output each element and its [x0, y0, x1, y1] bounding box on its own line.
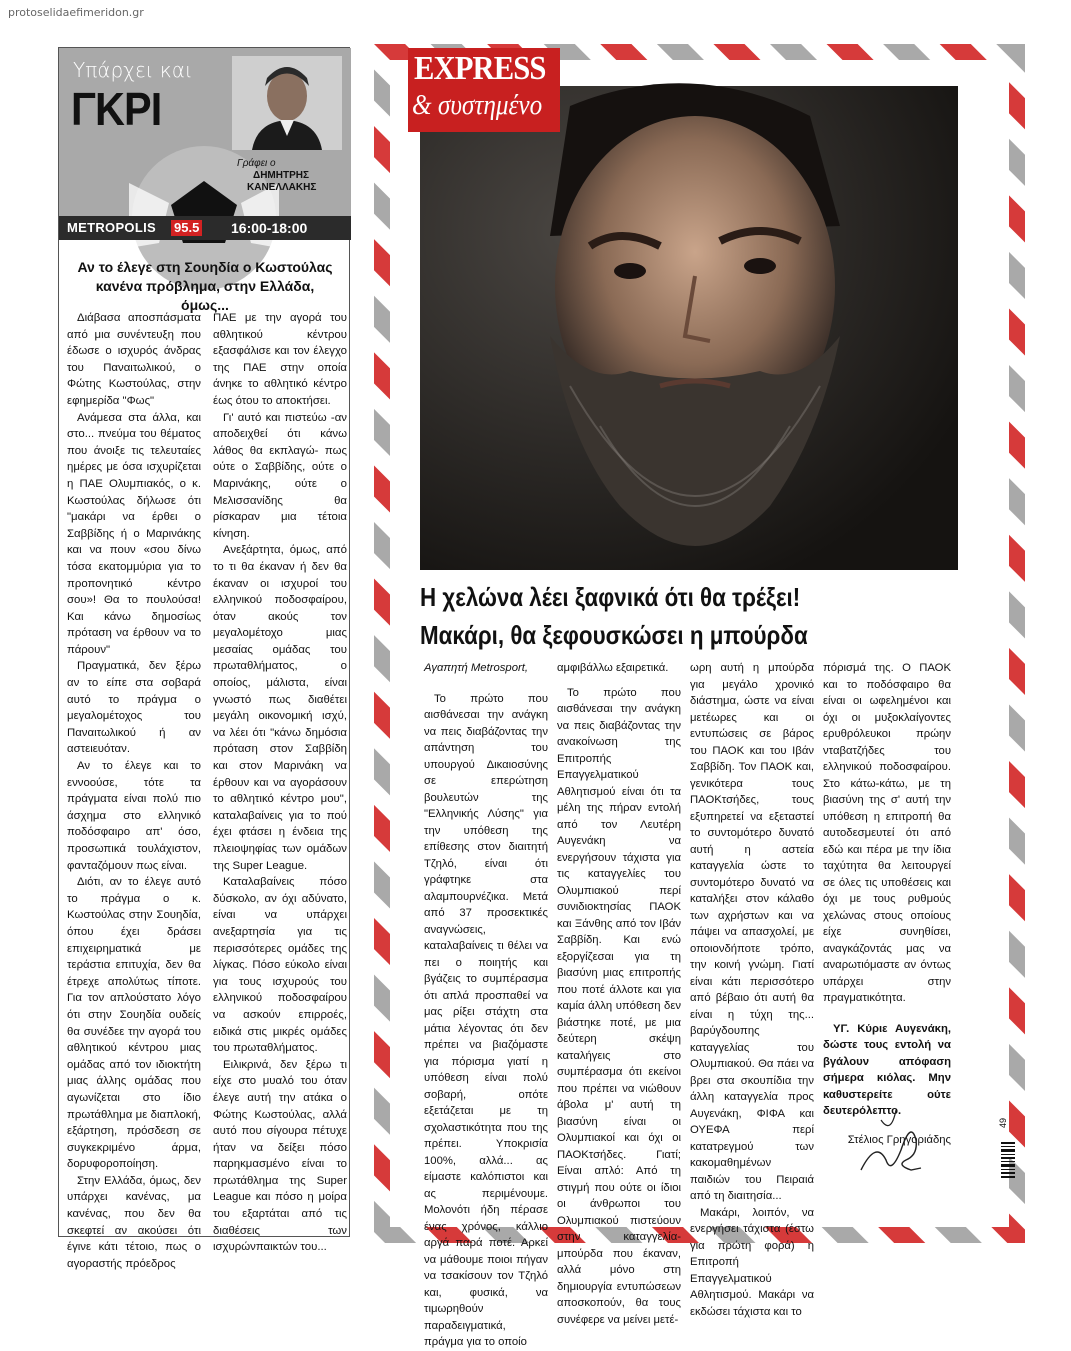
paragraph: Ανεξάρτητα, όμως, από το τι θα έκαναν ή δεν θα έκαναν οι ισχυροί του ελληνικού ποδοσφαίρου, όταν ακούς τον μεγαλομέτοχο μιας μεσαίας ομάδας του πρωταθλήματος, ο οποίος, μάλιστα, είναι γνωστό πως διαθέτει μεγάλη οικονομική ισχύ, να λέει ότι "κάνω δημόσια πρόταση στον Σαββίδη και στον Μαρινάκη να έρθουν και να αγοράσουν το αθλητικό κέντρο μου", καταλαβαίνεις για το πού έχει φτάσει η ένδεια της πλειοψηφίας των ομάδων της Super League. [213, 544, 347, 872]
radio-name: METROPOLIS [67, 220, 156, 235]
paragraph: Διάβασα αποσπάσματα από μια συνέντευξη που έδωσε ο ισχυρός άνδρας του Παναιτωλικού, ο Φώτης Κωστούλας, στην εφημερίδα "Φως" [67, 312, 201, 407]
right-body-column-1 [424, 660, 548, 1351]
right-body-column-4 [823, 660, 951, 1148]
paragraph: Μακάρι, λοιπόν, να ενεργήσει τάχιστα (έστω για πρώτη φορά) η Επιτροπή Επαγγελματικού Αθλητισμού. Μακάρι να εκδώσει τάχιστα και το [690, 1206, 814, 1318]
paragraph: Διότι, αν το έλεγε αυτό το πράγμα ο κ. Κωστούλας στην Σουηδία, όπου έχει δράσει επιχειρηματικά με τεράστια επιτυχία, δεν θα έτρεχε απολύτως τίποτε. Για τον απλούστατο λόγο ότι στην Σουηδία ουδείς θα συνέδεε την αγορά του αθλητικού κέντρου μιας ομάδας από τον ιδιοκτήτη μιας άλλης ομάδας που αγωνίζεται στο ίδιο πρωτάθλημα με διαπλοκή, εξάρτηση, πρόσδεση σε συγκεκριμένο άρμα, δορυφοροποίηση. [67, 876, 201, 1171]
headline-line-1: Η χελώνα λέει ξαφνικά ότι θα τρέξει! [420, 582, 801, 612]
salutation: Αγαπητή Metrosport, [424, 662, 529, 674]
left-column-article [58, 47, 350, 1270]
paragraph: Αν το έλεγε και το εννοούσε, τότε τα πράγματα είναι πολύ πιο άσχημα στο ελληνικό ποδόσφαιρο απ' όσο, προσωπικά τουλάχιστον, φανταζόμουν πως είναι. [67, 760, 201, 872]
author-first-name: ΔΗΜΗΤΡΗΣ [253, 170, 309, 181]
headline-line-2: Μακάρι, θα ξεφουσκώσει η μπούρδα [420, 620, 808, 650]
page-barcode [1001, 1120, 1015, 1180]
paragraph: Ειλικρινά, δεν ξέρω τι είχε στο μυαλό του όταν έλεγε αυτή την ατάκα ο Φώτης Κωστούλας, αλλά αυτό που σίγουρα πέτυχε ήταν να δείξει πόσο παρηκμασμένο είναι το πρωτάθλημα της Super League και πόσο η μοίρα του εξαρτάται από τις διαθέσεις των ισχυρώνπαικτών του... [213, 1058, 347, 1254]
radio-bar [59, 216, 351, 240]
left-article-headline: Αν το έλεγε στη Σουηδία ο Κωστούλας κανένα πρόβλημα, στην Ελλάδα, όμως... [77, 259, 333, 313]
express-badge [408, 48, 560, 132]
paragraph: Πραγματικά, δεν ξέρω αν το είπε στα σοβαρά αυτό το πράγμα ο μεγαλομέτοχος του Παναιτωλικού ή αν αστειευόταν. [67, 660, 201, 756]
author-last-name: ΚΑΝΕΛΛΑΚΗΣ [247, 182, 317, 193]
paragraph: Γι' αυτό και πιστεύω -αν αποδειχθεί ότι κάνω λάθος θα εκπλαγώ- πως ούτε ο Σαββίδης, ούτε ο Μαρινάκης, ούτε ο Μελισσανίδης θα ρίσκαραν μια τέτοια κίνηση. [213, 411, 347, 540]
author-signature-name: Στέλιος Γρηγοριάδης [847, 1133, 951, 1146]
column-title-small: Υπάρχει και [73, 58, 193, 82]
right-body-column-3 [690, 660, 814, 1320]
radio-time: 16:00-18:00 [231, 220, 308, 236]
express-badge-subtitle: & συστημένο [412, 90, 543, 121]
article-photo [420, 86, 958, 570]
paragraph: Ανάμεσα στα άλλα, και στο... πνεύμα του θέματος που άνοιξε τις τελευταίες ημέρες με όσα ισχυρίζεται η ΠΑΕ Ολυμπιακός, ο κ. Κωστούλας δήλωσε ότι "μακάρι να έρθει ο Σαββίδης ή ο Μαρινάκης και να πουν «σου δίνω τόσα εκατομμύρια για το προπονητικό κέντρο σου»! Θα το πουλούσα! Και κάνω δημοσίως πρόταση να έρθουν να το πάρουν" [67, 411, 201, 656]
author-photo [232, 56, 342, 150]
page-number: 49 [998, 1117, 1009, 1129]
paragraph: αμφιβάλλω εξαιρετικά. [557, 662, 669, 674]
right-article-headline [420, 578, 902, 654]
left-article-body [67, 310, 347, 1270]
paragraph: Το πρώτο που αισθάνεσαι την ανάγκη να πεις διαβάζοντας την απάντηση του υπουργού Δικαιοσύνης σε επερώτηση βουλευτών της "Ελληνικής Λύσης" για την υπόθεση της επίθεσης στον διαιτητή Τζηλό, είναι ότι γράφτηκε στα αλαμπουρνέζικα. Μετά από 37 προσεκτικές αναγνώσεις, καταλαβαίνεις τι θέλει να πει ο ποιητής και βγάζεις το συμπέρασμα ότι απλά προσπαθεί να μας ρίξει στάχτη στα μάτια λέγοντας ότι δεν πρέπει να βιαζόμαστε για πόρισμα γιατί η υπόθεση είναι πολύ σοβαρή, οπότε εξετάζεται με τη σχολαστικότητα που της πρέπει. Υποκρισία 100%, αλλά... ας είμαστε καλόπιστοι και ας περιμένουμε. Μολονότι ήδη πέρασε ένας χρόνος, κάλλιο αργά παρά ποτέ. Αρκεί να μάθουμε ποιοι πήγαν να τσακίσουν τον Τζηλό και, φυσικά, να τιμωρηθούν παραδειγματικά, πράγμα για το οποίο [424, 692, 548, 1348]
paragraph: Στην Ελλάδα, όμως, δεν υπάρχει κανένας, μα κανένας, που δεν θα σκεφτεί αν ακούσει ότι έγινε κάτι τέτοιο, πως ο αγοραστής πρόεδρος [67, 1174, 201, 1270]
paragraph: πόρισμά της. Ο ΠΑΟΚ και το ποδόσφαιρο θα είναι οι ωφελημένοι και όχι οι μυξοκλαίγοντες ερυθρόλευκοι πρώην νταβατζήδες του ελληνικού ποδοσφαίρου. Στο κάτω-κάτω, με τη βιασύνη της σ' αυτή την υπόθεση η επιτροπή θα αυτοδεσμευτεί ότι από εδώ και πέρα με την ίδια ταχύτητα θα λειτουργεί σε όλες τις υποθέσεις και όχι με τους ρυθμούς χελώνας στους οποίους είχε συνηθίσει, αναγκάζοντάς μας να αναρωτιόμαστε αν όντως υπάρχει στην πραγματικότητα. [823, 662, 951, 1004]
paragraph: ωρη αυτή η μπούρδα για μεγάλο χρονικό διάστημα, ώστε να είναι μετέωρες και οι εντυπώσεις σε βάρος του ΠΑΟΚ και του Ιβάν Σαββίδη. Τον ΠΑΟΚ και, γενικότερα τους ΠΑΟΚτσήδες, τους εξυπηρετεί να εξεταστεί το συντομότερο δυνατό αυτή η αστεία καταγγελία ώστε το συντομότερο δυνατό να καταλήξει στον κάλαθο των αχρήστων και να πάψει να απασχολεί, με οποιονδήποτε τρόπο, την κοινή γνώμη. Γιατί είναι κάτι περισσότερο από βέβαιο ότι αυτή θα είναι η τύχη της... βαρύγδουπης καταγγελίας του Ολυμπιακού. Θα πάει να βρει στα σκουπίδια την άλλη καταγγελία προς Αυγενάκη, ΦΙΦΑ και ΟΥΕΦΑ περί κατατρεγμού των κακομαθημένων παιδιών του Πειραιά από τη διαιτησία... [690, 662, 814, 1202]
express-badge-title: EXPRESS [414, 50, 546, 87]
site-watermark: protoselidaefimeridon.gr [8, 6, 144, 19]
column-title-large: ΓΚΡΙ [71, 83, 162, 135]
paragraph: ΠΑΕ με την αγορά του αθλητικού κέντρου εξασφάλισε και τον έλεγχο της ΠΑΕ στην οποία άνηκε το αθλητικό κέντρο έως ότου το αποκτήσει. [213, 312, 347, 407]
handwritten-signature [856, 1100, 926, 1180]
column-banner [59, 48, 351, 216]
paragraph: Το πρώτο που αισθάνεσαι την ανάγκη να πεις διαβάζοντας την ανακοίνωση της Επιτροπής Επαγγελματικού Αθλητισμού είναι ότι τα μέλη της πήραν εντολή από τον Λευτέρη Αυγενάκη να ενεργήσουν τάχιστα για τις καταγγελίες του Ολυμπιακού περί συνιδιοκτησίας ΠΑΟΚ και Ξάνθης από τον Ιβάν Σαββίδη. Και ενώ εξοργίζεσαι για τη βιασύνη μιας επιτροπής που ποτέ άλλοτε και για καμία άλλη υπόθεση δεν βιάστηκε ποτέ, με μια δεύτερη σκέψη καταλήγεις στο συμπέρασμα ότι εκείνοι που πρέπει να νιώθουν άβολα μ' αυτή τη βιασύνη είναι οι Ολυμπιακοί και όχι οι ΠΑΟΚτσήδες. Γιατί; Είναι απλό: Από τη στιγμή που ούτε οι ίδιοι οι άνθρωποι του Ολυμπιακού πιστεύουν στην καταγγελία-μπούρδα που έκαναν, αλλά μόνο στη δημιουργία εντυπώσεων αποσκοπούν, θα τους συνέφερε να μείνει μετέ- [557, 686, 681, 1326]
left-body-column-2 [213, 310, 347, 1256]
right-body-column-2 [557, 660, 681, 1328]
author-prefix: Γράφει ο [237, 158, 276, 169]
left-body-column-1 [67, 310, 201, 1272]
paragraph: Καταλαβαίνεις πόσο δύσκολο, αν όχι αδύνατο, είναι να υπάρχει ανεξαρτησία για τις περισσότερες ομάδες της λίγκας. Πόσο εύκολο είναι για τους ισχυρούς του ελληνικού ποδοσφαίρου να ασκούν επιρροές, ειδικά στις μικρές ομάδες του πρωταθλήματος. [213, 876, 347, 1055]
radio-frequency: 95.5 [171, 220, 202, 236]
postscript: ΥΓ. Κύριε Αυγενάκη, δώστε τους εντολή να βγάλουν απόφαση σήμερα κιόλας. Μην καθυστερείτε ούτε δευτερόλεπτο. [823, 1022, 951, 1117]
